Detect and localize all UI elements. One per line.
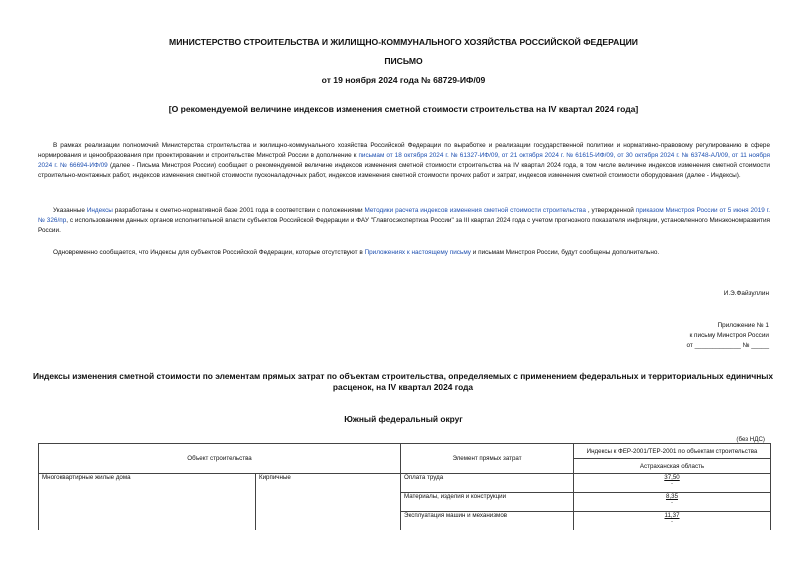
header-object: Объект строительства (39, 444, 401, 474)
ministry-title: МИНИСТЕРСТВО СТРОИТЕЛЬСТВА И ЖИЛИЩНО-КОММУНАЛЬНОГО ХОЗЯЙСТВА РОССИЙСКОЙ ФЕДЕРАЦИИ (169, 37, 638, 47)
appendix-link[interactable]: Приложениях к настоящему письму (364, 249, 471, 256)
element-cell: Материалы, изделия и конструкции (401, 493, 574, 512)
table-title: Индексы изменения сметной стоимости по элементам прямых затрат по объектам строительства, определяемых с применением федеральных и территориальных единичных расценок, на IV квартал 2024 года (32, 371, 774, 392)
doc-type: ПИСЬМО (384, 56, 423, 66)
indexes-link[interactable]: Индексы (86, 207, 113, 214)
index-table (38, 443, 771, 530)
object-type: Кирпичные (256, 474, 401, 531)
paragraph-1: В рамках реализации полномочий Министерства строительства и жилищно-коммунального хозяйства Российской Федерации по выработке и реализации государственной политики и нормативно-правовому регулированию в сфере нормирования и ценообразования при проектировании и строительстве Минстрой России в дополнение к письмам от 18 октября 2024 г. № 61327-ИФ/09, от 21 октября 2024 г. № 61615-ИФ/09, от 30 октября 2024 г. № 63748-АЛ/09, от 11 ноября 2024 г. № 66694-ИФ/09 (далее - Письма Минстроя России) сообщает о рекомендуемой величине индексов изменения сметной стоимости строительства на IV квартал 2024 года, в том числе величине индексов изменения сметной стоимости строительно-монтажных работ, индексов изменения сметной стоимости пусконаладочных работ, индексов изменения сметной стоимости прочих работ и затрат, индексов изменения сметной стоимости оборудования (далее - Индексы). (38, 142, 771, 179)
element-cell: Эксплуатация машин и механизмов (401, 512, 574, 531)
letters-link[interactable]: письмам от 18 октября 2024 г. № 61327-ИФ/09, от 21 октября 2024 г. № 61615-ИФ/09, от 30 октября 2024 г. № 63748-АЛ/09, от 11 ноября 2024 г. № 66694-ИФ/09 (38, 152, 770, 169)
region-heading: Южный федеральный округ (344, 414, 463, 424)
index-value: 37,50 - (574, 474, 771, 493)
table-row (39, 474, 771, 493)
paragraph-2: Указанные Индексы разработаны к сметно-нормативной базе 2001 года в соответствии с положениями Методики расчета индексов изменения сметной стоимости строительства , утвержденной приказом Минстроя России от 5 июня 2019 г. № 326/пр, с использованием данных органов исполнительной власти субъектов Российской Федерации и ФАУ "Главгосэкспертиза России" за III квартал 2024 года с учетом прогнозного показателя инфляции, установленного Минэкономразвития России. (38, 207, 770, 234)
header-index: Индексы к ФЕР-2001/ТЕР-2001 по объектам строительства (574, 444, 771, 459)
vat-note: (без НДС) (736, 436, 765, 443)
paragraph-3: Одновременно сообщается, что Индексы для субъектов Российской Федерации, которые отсутствуют в Приложениях к настоящему письму и письмам Минстроя России, будут сообщены дополнительно. (53, 249, 660, 256)
appendix-number: Приложение № 1 (717, 322, 769, 329)
appendix-date: от _____________ № _____ (686, 342, 769, 349)
appendix-ref: к письму Минстроя России (689, 332, 769, 339)
element-cell: Оплата труда (401, 474, 574, 493)
doc-date: от 19 ноября 2024 года № 68729-ИФ/09 (321, 75, 486, 85)
index-value: 11,37 - (574, 512, 771, 531)
object-name: Многоквартирные жилые дома (39, 474, 256, 531)
doc-subject: [О рекомендуемой величине индексов изменения сметной стоимости строительства на IV квартал 2024 года] (168, 104, 639, 114)
index-value: 8,35 - (574, 493, 771, 512)
header-region: Астраханская область (574, 459, 771, 474)
methodology-link[interactable]: Методики расчета индексов изменения сметной стоимости строительства (364, 207, 586, 214)
order-link[interactable]: приказом Минстроя России от 5 июня 2019 г. № 326/пр (38, 207, 770, 224)
signature: И.Э.Файзуллин (723, 290, 769, 297)
header-element: Элемент прямых затрат (401, 444, 574, 474)
